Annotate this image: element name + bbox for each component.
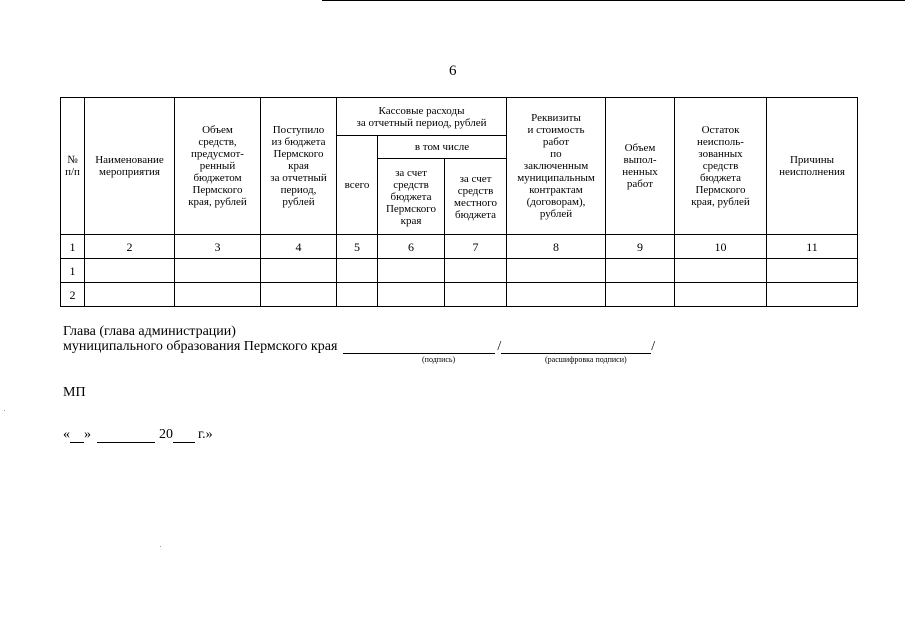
signature-caption: (подпись) xyxy=(422,355,456,364)
signature-row xyxy=(63,339,655,354)
header-local-budget: за счет средств местного бюджета xyxy=(445,159,507,235)
header-name: Наименование мероприятия xyxy=(85,98,175,235)
signature-line xyxy=(343,339,495,354)
column-number: 4 xyxy=(261,235,337,259)
date-year-suffix: г.» xyxy=(198,427,213,442)
table-cell xyxy=(507,259,606,283)
report-table xyxy=(60,97,858,307)
table-cell xyxy=(378,259,445,283)
header-planned-funds: Объем средств, предусмот- ренный бюджетом Пермского края, рублей xyxy=(175,98,261,235)
header-number: № п/п xyxy=(61,98,85,235)
row-number: 2 xyxy=(61,283,85,307)
date-line xyxy=(63,427,213,443)
table-cell xyxy=(767,259,858,283)
column-number: 2 xyxy=(85,235,175,259)
header-received-funds: Поступило из бюджета Пермского края за отчетный период, рублей xyxy=(261,98,337,235)
header-regional-budget: за счет средств бюджета Пермского края xyxy=(378,159,445,235)
table-cell xyxy=(675,283,767,307)
table-cell xyxy=(606,283,675,307)
column-number: 1 xyxy=(61,235,85,259)
table-cell xyxy=(261,259,337,283)
scan-speck xyxy=(160,546,161,547)
column-number: 11 xyxy=(767,235,858,259)
top-border-line xyxy=(322,0,905,1)
header-nonfulfillment-reasons: Причины неисполнения xyxy=(767,98,858,235)
header-contract-details: Реквизиты и стоимость работ по заключенным муниципальным контрактам (договорам), рублей xyxy=(507,98,606,235)
table-cell xyxy=(261,283,337,307)
table-cell xyxy=(85,283,175,307)
column-number: 6 xyxy=(378,235,445,259)
table-cell xyxy=(337,283,378,307)
date-day-blank xyxy=(70,429,84,443)
signature-decoding-caption: (расшифровка подписи) xyxy=(545,355,627,364)
column-number: 5 xyxy=(337,235,378,259)
table-cell xyxy=(606,259,675,283)
date-close-quote: » xyxy=(84,427,91,442)
table-cell xyxy=(445,283,507,307)
signature-block xyxy=(63,324,655,354)
header-unused-balance: Остаток неисполь- зованных средств бюджета Пермского края, рублей xyxy=(675,98,767,235)
column-number: 3 xyxy=(175,235,261,259)
date-year-prefix: 20 xyxy=(159,427,173,442)
table-cell xyxy=(445,259,507,283)
date-month-blank xyxy=(97,429,155,443)
table-cell xyxy=(85,259,175,283)
table-cell xyxy=(507,283,606,307)
date-year-blank xyxy=(173,429,195,443)
header-cash-expenses: Кассовые расходы за отчетный период, рублей xyxy=(337,98,507,136)
signature-decoding-line xyxy=(501,339,651,354)
table-cell xyxy=(767,283,858,307)
signature-separator: / xyxy=(497,339,502,354)
row-number: 1 xyxy=(61,259,85,283)
signature-end-slash: / xyxy=(651,339,656,354)
table-cell xyxy=(175,283,261,307)
column-number: 9 xyxy=(606,235,675,259)
table-cell xyxy=(175,259,261,283)
table-row xyxy=(61,283,858,307)
header-including: в том числе xyxy=(378,136,507,159)
date-open-quote: « xyxy=(63,427,70,442)
column-number: 8 xyxy=(507,235,606,259)
table-cell xyxy=(675,259,767,283)
header-total: всего xyxy=(337,136,378,235)
stamp-label: МП xyxy=(63,385,86,400)
table-cell xyxy=(337,259,378,283)
header-work-volume: Объем выпол- ненных работ xyxy=(606,98,675,235)
column-numbers-row xyxy=(61,235,858,259)
table-row xyxy=(61,259,858,283)
page-number: 6 xyxy=(449,63,457,79)
signature-title-line2: муниципального образования Пермского края xyxy=(63,339,338,354)
column-number: 7 xyxy=(445,235,507,259)
signature-title-line1: Глава (глава администрации) xyxy=(63,324,236,339)
scan-speck xyxy=(4,410,5,411)
column-number: 10 xyxy=(675,235,767,259)
table-cell xyxy=(378,283,445,307)
